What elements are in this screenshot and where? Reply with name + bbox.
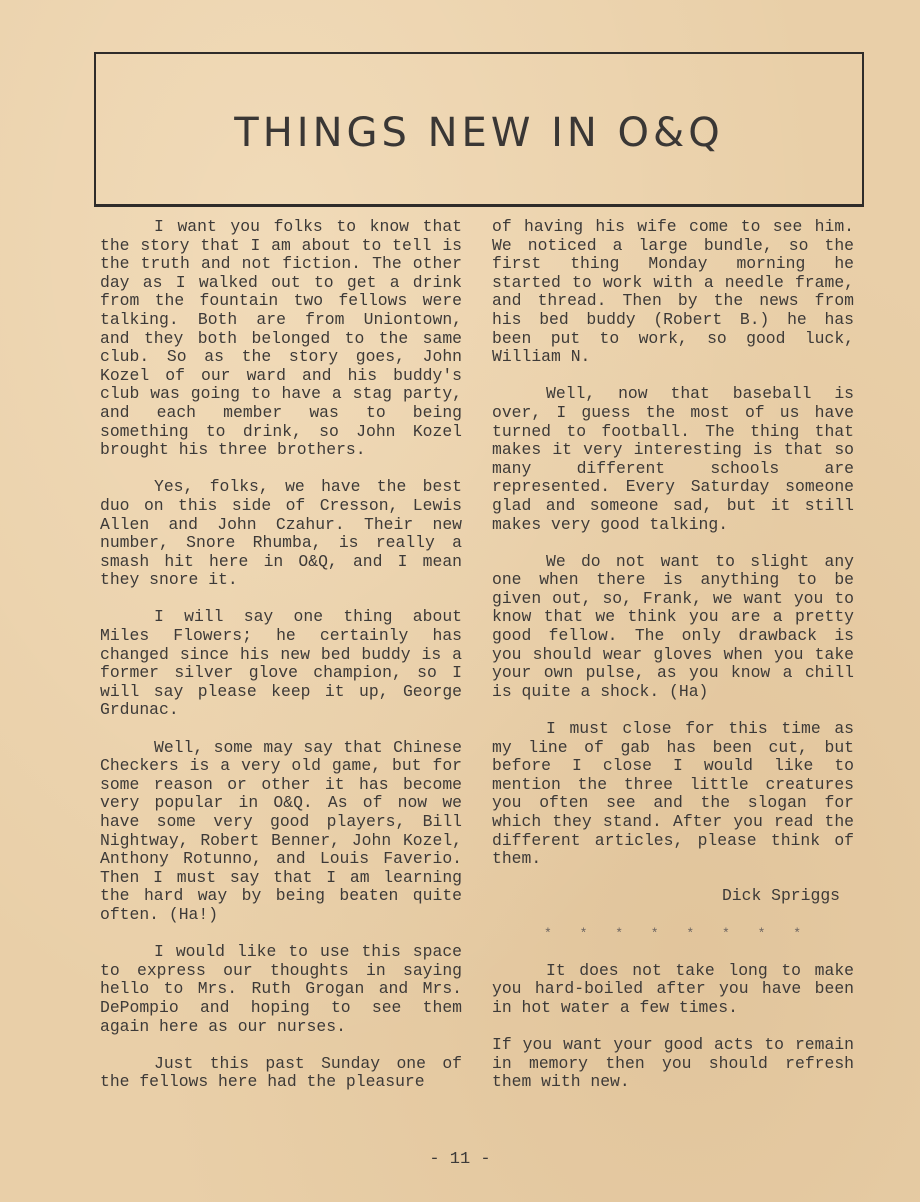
article-paragraph: I must close for this time as my line of gab has been cut, but before I close I would like to mention the three little creatures you often see and the slogan for which they stand. After you read the different articles, please think of them.	[492, 719, 854, 869]
filler-paragraph: If you want your good acts to remain in memory then you should refresh them with new.	[492, 1035, 854, 1092]
page-title: THINGS NEW IN O&Q	[234, 110, 724, 156]
article-paragraph: We do not want to slight any one when there is anything to be given out, so, Frank, we want you to know that we think you are a pretty good fellow. The only drawback is you should wear gloves when you take your own pulse, as you know a chill is quite a shock. (Ha)	[492, 551, 854, 701]
filler-paragraph: It does not take long to make you hard-boiled after you have been in hot water a few times.	[492, 960, 854, 1017]
article-paragraph: Well, some may say that Chinese Checkers is a very old game, but for some reason or other it has become very popular in O&Q. As of now we have some very good players, Bill Nightway, Robert Benner, John Kozel, Anthony Rotunno, and Louis Faverio. Then I must say that I am learning the hard way by being beaten quite often. (Ha!)	[100, 737, 462, 924]
article-continuation: of having his wife come to see him. We noticed a large bundle, so the first thing Monday morning he started to work with a needle frame, and thread. Then by the news from his bed buddy (Robert B.) he has been put to work, so good luck, William N.	[492, 217, 854, 367]
article-paragraph: Yes, folks, we have the best duo on this side of Cresson, Lewis Allen and John Czahur. Their new number, Snore Rhumba, is really a smash hit here in O&Q, and I mean they snore it.	[100, 477, 462, 590]
article-paragraph: I would like to use this space to express our thoughts in saying hello to Mrs. Ruth Grogan and Mrs. DePompio and hoping to see them again here as our nurses.	[100, 942, 462, 1036]
article-paragraph: I will say one thing about Miles Flowers; he certainly has changed since his new bed buddy is a former silver glove champion, so I will say please keep it up, George Grdunac.	[100, 607, 462, 720]
author-signature: Dick Spriggs	[721, 886, 840, 906]
left-column	[100, 218, 462, 1092]
article-paragraph: Well, now that baseball is over, I guess the most of us have turned to football. The thing that makes it very interesting is that so many different schools are represented. Every Saturday someone glad and someone sad, but it still makes very good talking.	[492, 384, 854, 534]
section-separator: * * * * * * * *	[544, 925, 812, 941]
page-number: - 11 -	[429, 1150, 491, 1169]
article-paragraph: I want you folks to know that the story that I am about to tell is the truth and not fiction. The other day as I walked out to get a drink from the fountain two fellows were talking. Both are from Uniontown, and they both belonged to the same club. So as the story goes, John Kozel of our ward and his buddy's club was going to have a stag party, and each member was to being something to drink, so John Kozel brought his three brothers.	[100, 217, 462, 460]
title-box	[94, 52, 864, 207]
article-paragraph: Just this past Sunday one of the fellows here had the pleasure	[100, 1053, 462, 1092]
right-column	[492, 218, 854, 1092]
